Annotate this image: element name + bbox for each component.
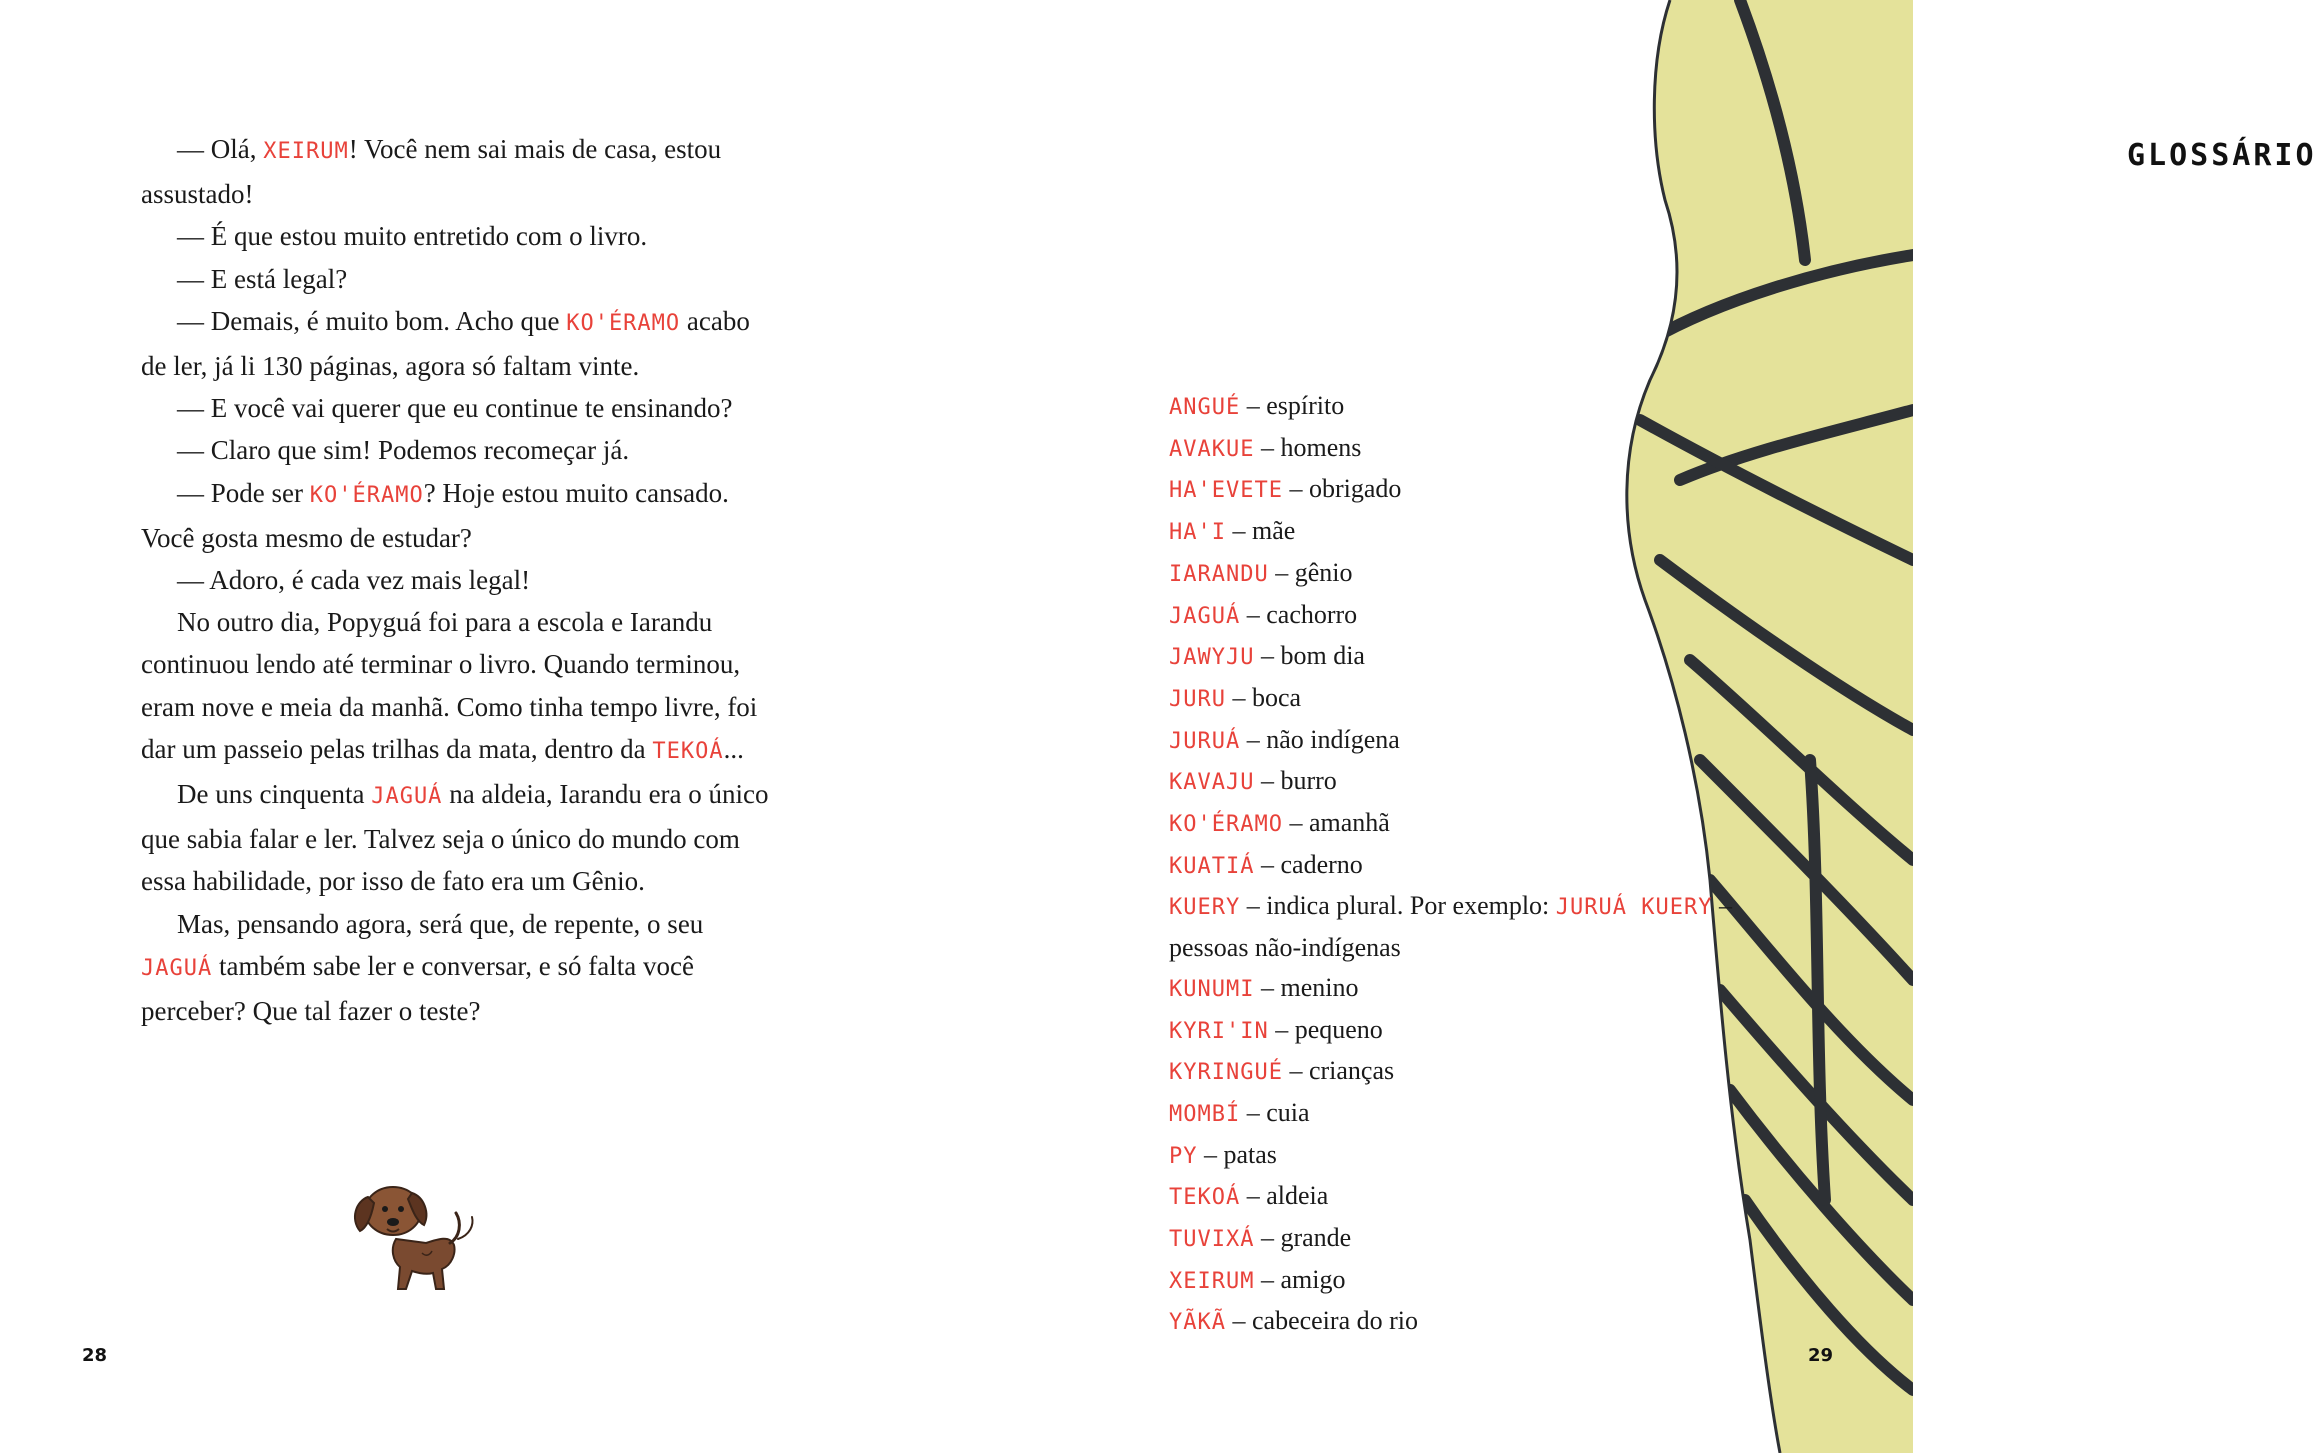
story-paragraph <box>141 128 781 215</box>
story-paragraph <box>141 215 781 257</box>
text-run: – cachorro <box>1240 599 1358 629</box>
story-paragraph <box>141 559 781 601</box>
text-run: também sabe ler e conversar, e só falta você perceber? Que tal fazer o teste? <box>141 950 694 1027</box>
glossary-entry <box>1169 720 1769 762</box>
glossary-title: GLOSSÁRIO <box>2127 138 2317 173</box>
guarani-term: HA'I <box>1169 520 1226 546</box>
guarani-term: KYRI'IN <box>1169 1018 1269 1044</box>
text-run: – pessoas não-indígenas <box>1169 891 1732 963</box>
story-text <box>141 128 781 1032</box>
guarani-term: IARANDU <box>1169 561 1269 587</box>
guarani-term: XEIRUM <box>1169 1268 1255 1294</box>
text-run: – homens <box>1254 432 1362 462</box>
text-run: – cuia <box>1240 1097 1310 1127</box>
story-paragraph <box>141 903 781 1033</box>
text-run: ? Hoje estou muito cansado. Você gosta mesmo de estudar? <box>141 477 729 553</box>
guarani-term: TUVIXÁ <box>1169 1227 1255 1253</box>
text-run: — É que estou muito entretido com o livro. <box>177 221 648 252</box>
guarani-term: JAWYJU <box>1169 645 1255 671</box>
text-run: — Olá, <box>177 134 264 164</box>
glossary-entry <box>1169 469 1769 511</box>
text-run: – caderno <box>1254 849 1363 879</box>
text-run: — Adoro, é cada vez mais legal! <box>177 565 531 596</box>
guarani-term: YÃKÃ <box>1169 1310 1226 1336</box>
guarani-term: PY <box>1169 1143 1198 1169</box>
text-run: – crianças <box>1282 1056 1395 1086</box>
text-run: – grande <box>1254 1223 1352 1253</box>
text-run: na aldeia, Iarandu era o único que sabia falar e ler. Talvez seja o único do mundo com essa habilidade, por isso de fato era um Gênio. <box>141 779 769 897</box>
glossary-entry <box>1169 845 1769 887</box>
guarani-term: KO'ÉRAMO <box>566 310 681 336</box>
text-run: – gênio <box>1268 557 1353 587</box>
guarani-term: JAGUÁ <box>141 955 213 981</box>
glossary-entry <box>1169 1260 1769 1302</box>
story-paragraph <box>141 601 781 773</box>
text-run: – boca <box>1225 682 1302 712</box>
text-run: – burro <box>1254 766 1337 796</box>
text-run: ... <box>723 733 744 764</box>
glossary-entry <box>1169 1135 1769 1177</box>
guarani-term: KUATIÁ <box>1169 853 1255 879</box>
left-page <box>0 0 956 1453</box>
text-run: – amigo <box>1254 1264 1346 1294</box>
guarani-term: KO'ÉRAMO <box>1169 812 1283 838</box>
guarani-term: KYRINGUÉ <box>1169 1060 1283 1086</box>
text-run: – amanhã <box>1282 808 1390 838</box>
text-run: – aldeia <box>1240 1181 1329 1211</box>
text-run: ! Você nem sai mais de casa, estou assustado! <box>141 134 722 210</box>
guarani-term: JURU <box>1169 686 1226 712</box>
glossary-entry <box>1169 553 1769 595</box>
guarani-term: ANGUÉ <box>1169 395 1241 420</box>
text-run: – não indígena <box>1240 724 1400 754</box>
story-paragraph <box>141 472 781 559</box>
guarani-term: KAVAJU <box>1169 770 1255 796</box>
guarani-term: JAGUÁ <box>371 784 443 810</box>
text-run: – cabeceira do rio <box>1225 1306 1418 1336</box>
guarani-term: XEIRUM <box>263 139 349 164</box>
story-paragraph <box>141 773 781 903</box>
glossary-entry <box>1169 386 1769 428</box>
text-run: De uns cinquenta <box>177 779 372 810</box>
guarani-term: MOMBÍ <box>1169 1101 1241 1127</box>
guarani-term: TEKOÁ <box>652 738 724 764</box>
text-run: – menino <box>1254 972 1359 1002</box>
text-run: – patas <box>1197 1139 1277 1169</box>
text-run: — Claro que sim! Podemos recomeçar já. <box>177 435 630 466</box>
guarani-term: KUNUMI <box>1169 976 1255 1002</box>
page-number-right: 29 <box>1808 1345 1834 1366</box>
glossary-entry <box>1169 1218 1769 1260</box>
guarani-term: HA'EVETE <box>1169 478 1283 504</box>
glossary-entry <box>1169 1093 1769 1135</box>
text-run: acabo de ler, já li 130 páginas, agora só faltam vinte. <box>141 305 750 382</box>
glossary-entry <box>1169 511 1769 553</box>
glossary-entry <box>1169 428 1769 470</box>
story-paragraph <box>141 429 781 471</box>
text-run: — Demais, é muito bom. Acho que <box>177 305 567 336</box>
guarani-term: KUERY <box>1169 895 1241 921</box>
guarani-term: AVAKUE <box>1169 436 1255 462</box>
glossary-entry <box>1169 761 1769 803</box>
guarani-term: JAGUÁ <box>1169 603 1241 629</box>
text-run: — Pode ser <box>177 477 310 508</box>
story-paragraph <box>141 387 781 429</box>
glossary-entry <box>1169 1010 1769 1052</box>
glossary-entry <box>1169 678 1769 720</box>
text-run: – espírito <box>1240 391 1345 420</box>
glossary-entry <box>1169 1051 1769 1093</box>
guarani-term: TEKOÁ <box>1169 1185 1241 1211</box>
glossary-entry <box>1169 968 1769 1010</box>
glossary-entry <box>1169 886 1769 967</box>
puppy-illustration <box>338 1173 488 1295</box>
guarani-term: JURUÁ KUERY <box>1555 895 1713 921</box>
text-run: Mas, pensando agora, será que, de repente, o seu <box>177 908 704 939</box>
glossary-list <box>1169 386 1769 1343</box>
text-run: — E você vai querer que eu continue te ensinando? <box>177 393 733 424</box>
story-paragraph <box>141 258 781 300</box>
text-run: – bom dia <box>1254 641 1365 671</box>
text-run: – obrigado <box>1282 474 1402 504</box>
text-run: – indica plural. Por exemplo: <box>1240 891 1556 921</box>
guarani-term: JURUÁ <box>1169 728 1241 754</box>
page-number-left: 28 <box>82 1345 108 1366</box>
glossary-entry <box>1169 595 1769 637</box>
text-run: — E está legal? <box>177 263 348 294</box>
glossary-entry <box>1169 803 1769 845</box>
glossary-entry <box>1169 1176 1769 1218</box>
story-paragraph <box>141 300 781 387</box>
text-run: – pequeno <box>1268 1014 1383 1044</box>
text-run: No outro dia, Popyguá foi para a escola e Iarandu continuou lendo até terminar o livro. Quando terminou, eram nove e meia da manhã. Como tinha tempo livre, foi dar um passeio pelas trilhas da mata, dentro da <box>141 607 758 764</box>
guarani-term: KO'ÉRAMO <box>309 482 424 508</box>
glossary-entry <box>1169 1301 1769 1343</box>
text-run: – mãe <box>1225 516 1296 546</box>
glossary-entry <box>1169 636 1769 678</box>
